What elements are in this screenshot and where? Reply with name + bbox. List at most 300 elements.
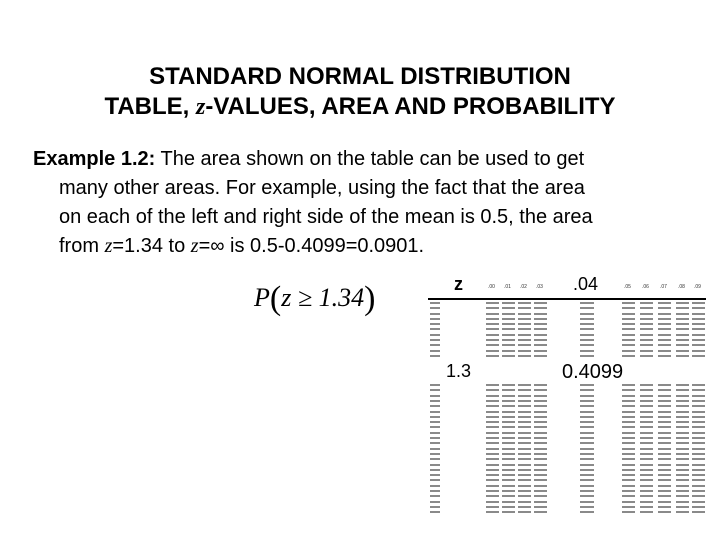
table-fine-print: [640, 323, 653, 325]
table-fine-print: [692, 432, 705, 434]
table-fine-print: [518, 339, 531, 341]
table-fine-print: [676, 411, 689, 413]
table-fine-print: [658, 474, 671, 476]
table-fine-print: [692, 395, 705, 397]
table-fine-print: [580, 400, 594, 402]
table-fine-print: [622, 448, 635, 450]
table-fine-print: [502, 464, 515, 466]
table-fine-print: [692, 511, 705, 513]
table-fine-print: [622, 339, 635, 341]
table-fine-print: [676, 453, 689, 455]
table-fine-print: [676, 432, 689, 434]
table-fine-print: [640, 416, 653, 418]
table-fine-print: [518, 384, 531, 386]
table-fine-print: [534, 323, 547, 325]
table-fine-print: [640, 426, 653, 428]
table-fine-print: [692, 490, 705, 492]
table-fine-print: [518, 474, 531, 476]
table-fine-print: [430, 511, 440, 513]
table-fine-print: [640, 432, 653, 434]
table-fine-print: [676, 344, 689, 346]
table-fine-print: [518, 405, 531, 407]
table-fine-print: [640, 442, 653, 444]
table-fine-print: [692, 474, 705, 476]
table-fine-print: [658, 437, 671, 439]
table-fine-print: [658, 426, 671, 428]
table-fine-print: [640, 479, 653, 481]
formula-body: z ≥ 1.34: [281, 283, 365, 312]
table-fine-print: [580, 479, 594, 481]
table-fine-print: [502, 355, 515, 357]
table-fine-print: [486, 395, 499, 397]
table-fine-print: [658, 506, 671, 508]
table-fine-print: [622, 485, 635, 487]
table-fine-print: [658, 448, 671, 450]
table-fine-print: [580, 334, 594, 336]
table-fine-print: [534, 495, 547, 497]
example-label: Example 1.2:: [33, 148, 156, 170]
table-fine-print: [622, 416, 635, 418]
table-fine-print: [676, 442, 689, 444]
table-fine-print: [486, 479, 499, 481]
table-fine-print: [430, 400, 440, 402]
table-fine-print: [430, 411, 440, 413]
small-header: .01: [504, 284, 511, 290]
table-fine-print: [676, 506, 689, 508]
table-fine-print: [692, 426, 705, 428]
table-fine-print: [486, 302, 499, 304]
table-fine-print: [640, 421, 653, 423]
table-fine-print: [430, 474, 440, 476]
table-fine-print: [676, 421, 689, 423]
table-fine-print: [580, 302, 594, 304]
table-fine-print: [430, 328, 440, 330]
table-fine-print: [502, 323, 515, 325]
table-fine-print: [430, 421, 440, 423]
table-fine-print: [658, 458, 671, 460]
table-fine-print: [622, 323, 635, 325]
table-fine-print: [502, 395, 515, 397]
table-fine-print: [640, 448, 653, 450]
table-fine-print: [640, 453, 653, 455]
table-fine-print: [486, 490, 499, 492]
table-fine-print: [640, 458, 653, 460]
table-fine-print: [486, 426, 499, 428]
table-fine-print: [676, 501, 689, 503]
table-fine-print: [580, 511, 594, 513]
table-fine-print: [692, 411, 705, 413]
table-fine-print: [658, 384, 671, 386]
table-fine-print: [580, 464, 594, 466]
table-fine-print: [502, 302, 515, 304]
table-fine-print: [502, 350, 515, 352]
table-fine-print: [430, 416, 440, 418]
table-fine-print: [486, 442, 499, 444]
table-fine-print: [518, 389, 531, 391]
table-fine-print: [580, 339, 594, 341]
table-fine-print: [580, 389, 594, 391]
table-fine-print: [692, 405, 705, 407]
table-fine-print: [692, 400, 705, 402]
table-fine-print: [676, 405, 689, 407]
table-fine-print: [430, 437, 440, 439]
table-fine-print: [580, 384, 594, 386]
table-fine-print: [430, 350, 440, 352]
table-fine-print: [658, 442, 671, 444]
table-fine-print: [518, 437, 531, 439]
table-fine-print: [676, 355, 689, 357]
table-fine-print: [430, 334, 440, 336]
table-fine-print: [622, 411, 635, 413]
table-fine-print: [640, 464, 653, 466]
table-fine-print: [518, 506, 531, 508]
table-fine-print: [430, 384, 440, 386]
table-fine-print: [622, 355, 635, 357]
table-fine-print: [580, 344, 594, 346]
table-fine-print: [430, 426, 440, 428]
table-fine-print: [502, 442, 515, 444]
probability-formula: [254, 280, 375, 318]
example-from: from: [59, 235, 105, 257]
table-fine-print: [518, 511, 531, 513]
table-fine-print: [534, 485, 547, 487]
table-fine-print: [622, 350, 635, 352]
table-fine-print: [622, 464, 635, 466]
table-fine-print: [640, 506, 653, 508]
table-fine-print: [430, 442, 440, 444]
table-fine-print: [658, 302, 671, 304]
table-fine-print: [502, 416, 515, 418]
table-fine-print: [502, 411, 515, 413]
table-fine-print: [518, 490, 531, 492]
table-fine-print: [640, 469, 653, 471]
table-fine-print: [518, 328, 531, 330]
table-fine-print: [486, 355, 499, 357]
table-fine-print: [622, 490, 635, 492]
table-row-label: 1.3: [446, 361, 472, 381]
table-fine-print: [658, 307, 671, 309]
table-fine-print: [518, 400, 531, 402]
table-fine-print: [486, 344, 499, 346]
table-fine-print: [622, 479, 635, 481]
table-fine-print: [658, 432, 671, 434]
table-fine-print: [502, 469, 515, 471]
table-fine-print: [676, 334, 689, 336]
table-fine-print: [692, 464, 705, 466]
table-fine-print: [622, 389, 635, 391]
table-fine-print: [658, 389, 671, 391]
table-fine-print: [676, 323, 689, 325]
table-fine-print: [502, 400, 515, 402]
table-fine-print: [692, 495, 705, 497]
table-fine-print: [692, 458, 705, 460]
small-header: .08: [678, 284, 685, 290]
table-fine-print: [658, 323, 671, 325]
table-fine-print: [430, 458, 440, 460]
table-fine-print: [692, 328, 705, 330]
table-fine-print: [518, 448, 531, 450]
table-fine-print: [486, 506, 499, 508]
table-fine-print: [486, 474, 499, 476]
table-fine-print: [622, 313, 635, 315]
table-fine-print: [622, 344, 635, 346]
table-fine-print: [430, 307, 440, 309]
z-table-excerpt: [428, 272, 710, 514]
title-z-variable: z: [195, 94, 206, 120]
table-fine-print: [518, 495, 531, 497]
table-fine-print: [580, 405, 594, 407]
table-fine-print: [622, 307, 635, 309]
table-fine-print: [534, 469, 547, 471]
table-fine-print: [622, 334, 635, 336]
table-fine-print: [486, 501, 499, 503]
table-fine-print: [676, 495, 689, 497]
table-fine-print: [430, 389, 440, 391]
table-fine-print: [486, 384, 499, 386]
table-fine-print: [640, 302, 653, 304]
table-fine-print: [676, 511, 689, 513]
table-column-header: .04: [573, 274, 599, 294]
table-fine-print: [692, 453, 705, 455]
table-fine-print: [580, 437, 594, 439]
table-fine-print: [534, 355, 547, 357]
example-eq-1: =1.34 to: [112, 235, 191, 257]
table-fine-print: [486, 495, 499, 497]
table-fine-print: [534, 307, 547, 309]
table-fine-print: [640, 313, 653, 315]
table-fine-print: [486, 437, 499, 439]
table-fine-print: [534, 464, 547, 466]
table-fine-print: [518, 323, 531, 325]
table-fine-print: [622, 421, 635, 423]
table-fine-print: [486, 328, 499, 330]
table-fine-print: [640, 339, 653, 341]
table-fine-print: [534, 426, 547, 428]
table-fine-print: [658, 495, 671, 497]
table-fine-print: [676, 490, 689, 492]
table-fine-print: [430, 339, 440, 341]
table-fine-print: [580, 355, 594, 357]
example-line-2: many other areas. For example, using the fact that the area: [59, 177, 585, 199]
table-fine-print: [430, 453, 440, 455]
table-fine-print: [658, 318, 671, 320]
table-fine-print: [676, 464, 689, 466]
table-fine-print: [502, 474, 515, 476]
table-fine-print: [692, 437, 705, 439]
table-fine-print: [692, 416, 705, 418]
table-fine-print: [502, 485, 515, 487]
table-fine-print: [430, 479, 440, 481]
table-fine-print: [622, 400, 635, 402]
table-fine-print: [534, 344, 547, 346]
table-fine-print: [580, 426, 594, 428]
table-fine-print: [518, 313, 531, 315]
small-header: .00: [488, 284, 495, 290]
table-fine-print: [580, 469, 594, 471]
table-fine-print: [640, 411, 653, 413]
table-fine-print: [580, 313, 594, 315]
table-fine-print: [622, 395, 635, 397]
table-fine-print: [534, 350, 547, 352]
table-fine-print: [534, 432, 547, 434]
example-line-4: [33, 232, 693, 261]
table-fine-print: [518, 344, 531, 346]
table-fine-print: [486, 411, 499, 413]
table-fine-print: [580, 318, 594, 320]
table-fine-print: [486, 421, 499, 423]
table-fine-print: [534, 389, 547, 391]
table-fine-print: [534, 328, 547, 330]
table-fine-print: [622, 469, 635, 471]
title-line-2-start: TABLE,: [104, 93, 196, 120]
table-fine-print: [502, 339, 515, 341]
table-fine-print: [580, 485, 594, 487]
table-fine-print: [692, 350, 705, 352]
table-fine-print: [640, 334, 653, 336]
table-fine-print: [486, 318, 499, 320]
table-fine-print: [502, 328, 515, 330]
table-fine-print: [692, 334, 705, 336]
table-fine-print: [502, 453, 515, 455]
table-fine-print: [580, 453, 594, 455]
table-fine-print: [658, 453, 671, 455]
table-fine-print: [518, 302, 531, 304]
table-fine-print: [534, 416, 547, 418]
small-header: .05: [624, 284, 631, 290]
table-fine-print: [676, 416, 689, 418]
table-fine-print: [692, 313, 705, 315]
table-fine-print: [658, 344, 671, 346]
table-fine-print: [580, 328, 594, 330]
table-fine-print: [502, 318, 515, 320]
table-fine-print: [502, 506, 515, 508]
table-fine-print: [692, 448, 705, 450]
table-fine-print: [676, 339, 689, 341]
table-fine-print: [580, 395, 594, 397]
table-fine-print: [658, 464, 671, 466]
table-fine-print: [534, 313, 547, 315]
table-fine-print: [502, 479, 515, 481]
table-fine-print: [658, 490, 671, 492]
table-fine-print: [580, 474, 594, 476]
formula-open-paren: (: [269, 280, 282, 317]
table-fine-print: [622, 453, 635, 455]
table-fine-print: [534, 490, 547, 492]
table-fine-print: [518, 355, 531, 357]
table-fine-print: [640, 437, 653, 439]
table-fine-print: [622, 328, 635, 330]
table-fine-print: [430, 501, 440, 503]
table-fine-print: [640, 405, 653, 407]
table-cell-value: 0.4099: [562, 361, 624, 383]
table-fine-print: [580, 323, 594, 325]
table-fine-print: [430, 302, 440, 304]
table-fine-print: [676, 318, 689, 320]
table-fine-print: [692, 442, 705, 444]
table-fine-print: [518, 458, 531, 460]
table-fine-print: [534, 448, 547, 450]
table-fine-print: [486, 448, 499, 450]
table-fine-print: [622, 458, 635, 460]
table-fine-print: [658, 313, 671, 315]
table-fine-print: [518, 350, 531, 352]
table-fine-print: [622, 506, 635, 508]
table-fine-print: [430, 344, 440, 346]
table-fine-print: [502, 432, 515, 434]
example-line-1-text: The area shown on the table can be used to get: [155, 148, 585, 170]
table-header-rule: [428, 298, 706, 300]
table-fine-print: [518, 426, 531, 428]
table-fine-print: [676, 400, 689, 402]
table-fine-print: [486, 458, 499, 460]
table-fine-print: [430, 323, 440, 325]
table-fine-print: [518, 464, 531, 466]
table-fine-print: [622, 384, 635, 386]
table-fine-print: [502, 437, 515, 439]
table-fine-print: [692, 501, 705, 503]
example-line-3: on each of the left and right side of the mean is 0.5, the area: [59, 206, 593, 228]
table-fine-print: [534, 302, 547, 304]
table-fine-print: [622, 302, 635, 304]
table-fine-print: [518, 395, 531, 397]
example-z-1: z: [104, 235, 113, 257]
table-fine-print: [534, 395, 547, 397]
table-fine-print: [486, 400, 499, 402]
table-fine-print: [486, 389, 499, 391]
table-fine-print: [518, 453, 531, 455]
table-fine-print: [518, 307, 531, 309]
table-fine-print: [430, 490, 440, 492]
table-fine-print: [502, 458, 515, 460]
table-fine-print: [518, 442, 531, 444]
table-fine-print: [692, 389, 705, 391]
table-fine-print: [658, 350, 671, 352]
table-fine-print: [676, 448, 689, 450]
table-fine-print: [534, 506, 547, 508]
table-fine-print: [622, 426, 635, 428]
table-fine-print: [534, 442, 547, 444]
table-fine-print: [486, 511, 499, 513]
example-z-2: z: [190, 235, 199, 257]
table-fine-print: [640, 307, 653, 309]
table-fine-print: [502, 511, 515, 513]
table-fine-print: [676, 485, 689, 487]
table-fine-print: [534, 384, 547, 386]
table-fine-print: [430, 495, 440, 497]
table-fine-print: [580, 506, 594, 508]
table-fine-print: [518, 485, 531, 487]
table-fine-print: [580, 458, 594, 460]
table-fine-print: [502, 421, 515, 423]
table-fine-print: [658, 511, 671, 513]
table-fine-print: [430, 485, 440, 487]
table-fine-print: [676, 389, 689, 391]
table-fine-print: [640, 511, 653, 513]
table-fine-print: [580, 432, 594, 434]
table-fine-print: [430, 318, 440, 320]
table-fine-print: [658, 416, 671, 418]
table-fine-print: [534, 339, 547, 341]
table-fine-print: [640, 495, 653, 497]
table-fine-print: [486, 307, 499, 309]
table-fine-print: [676, 469, 689, 471]
table-fine-print: [502, 426, 515, 428]
table-fine-print: [658, 479, 671, 481]
table-fine-print: [502, 389, 515, 391]
table-fine-print: [486, 350, 499, 352]
table-fine-print: [658, 355, 671, 357]
table-fine-print: [658, 395, 671, 397]
